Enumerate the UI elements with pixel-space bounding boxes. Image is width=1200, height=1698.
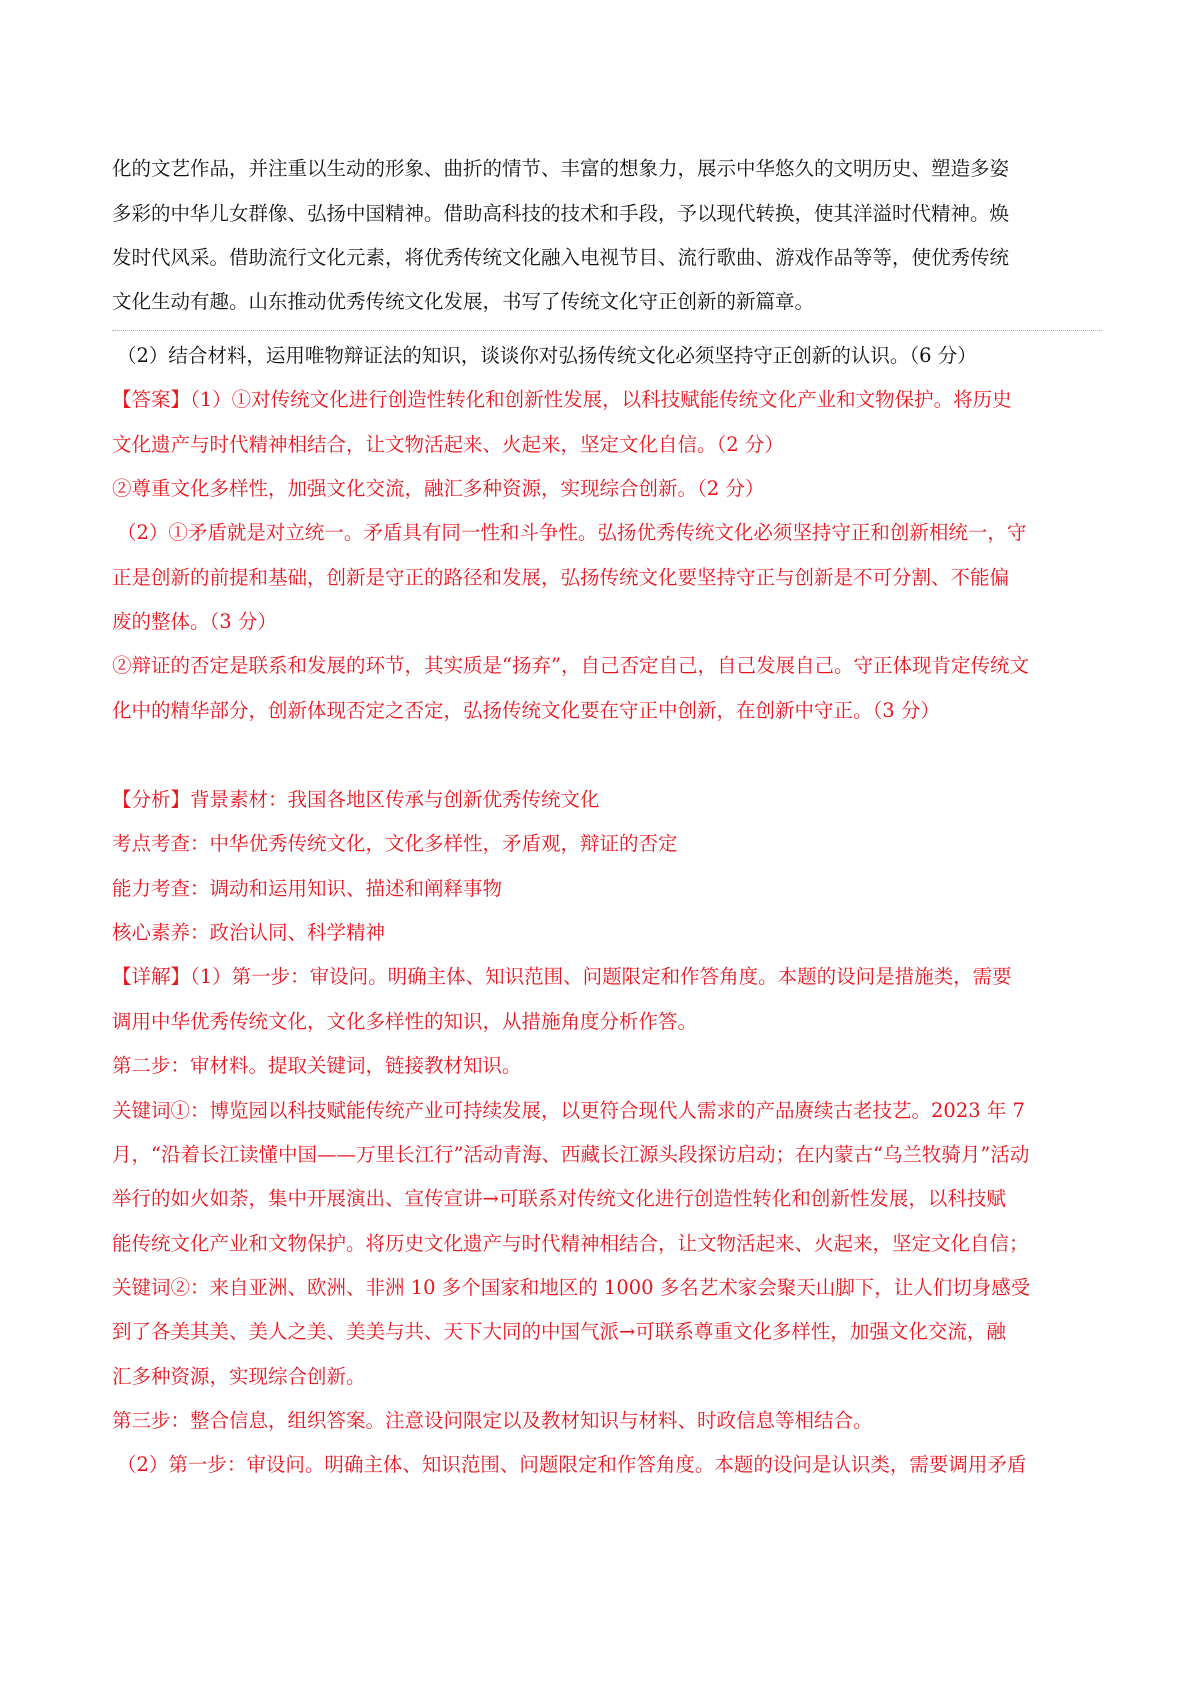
answer-line-7: ②辩证的否定是联系和发展的环节，其实质是“扬弃”，自己否定自己，自己发展自己。守正体现肯定传统文: [112, 654, 1029, 677]
passage-line-1: 化的文艺作品，并注重以生动的形象、曲折的情节、丰富的想象力，展示中华悠久的文明历史、塑造多姿: [112, 157, 1010, 180]
detail-line-2: 调用中华优秀传统文化，文化多样性的知识，从措施角度分析作答。: [112, 1010, 698, 1033]
question-2: （2）结合材料，运用唯物辩证法的知识，谈谈你对弘扬传统文化必须坚持守正创新的认识。（6 分）: [117, 344, 977, 367]
detail-line-8: 关键词②：来自亚洲、欧洲、非洲 10 多个国家和地区的 1000 多名艺术家会聚天山脚下，让人们切身感受: [112, 1276, 1031, 1299]
detail-line-7: 能传统文化产业和文物保护。将历史文化遗产与时代精神相结合，让文物活起来、火起来，坚定文化自信；: [112, 1232, 1029, 1255]
answer-line-5: 正是创新的前提和基础，创新是守正的路径和发展，弘扬传统文化要坚持守正与创新是不可分割、不能偏: [112, 566, 1010, 589]
dotted-divider: [112, 330, 1102, 331]
detail-line-11: 第三步：整合信息，组织答案。注意设问限定以及教材知识与材料、时政信息等相结合。: [112, 1409, 873, 1432]
answer-line-3: ②尊重文化多样性，加强文化交流，融汇多种资源，实现综合创新。（2 分）: [112, 477, 765, 500]
detail-line-5: 月，“沿着长江读懂中国——万里长江行”活动青海、西藏长江源头段探访启动；在内蒙古“乌兰牧骑月”活动: [112, 1143, 1030, 1166]
detail-line-12: （2）第一步：审设问。明确主体、知识范围、问题限定和作答角度。本题的设问是认识类，需要调用矛盾: [117, 1453, 1027, 1476]
detail-line-9: 到了各美其美、美人之美、美美与共、天下大同的中国气派→可联系尊重文化多样性，加强文化交流，融: [112, 1320, 1006, 1343]
passage-line-2: 多彩的中华儿女群像、弘扬中国精神。借助高科技的技术和手段，予以现代转换，使其洋溢时代精神。焕: [112, 202, 1010, 225]
passage-line-3: 发时代风采。借助流行文化元素，将优秀传统文化融入电视节目、流行歌曲、游戏作品等等，使优秀传统: [112, 246, 1010, 269]
detail-line-3: 第二步：审材料。提取关键词，链接教材知识。: [112, 1054, 522, 1077]
analysis-line-1: 【分析】背景素材：我国各地区传承与创新优秀传统文化: [112, 788, 600, 811]
detail-line-4: 关键词①：博览园以科技赋能传统产业可持续发展，以更符合现代人需求的产品赓续古老技艺。2023 年 7: [112, 1099, 1025, 1122]
analysis-line-4: 核心素养：政治认同、科学精神: [112, 921, 386, 944]
passage-line-4: 文化生动有趣。山东推动优秀传统文化发展，书写了传统文化守正创新的新篇章。: [112, 290, 815, 313]
analysis-line-3: 能力考查：调动和运用知识、描述和阐释事物: [112, 877, 503, 900]
answer-line-1: 【答案】（1）①对传统文化进行创造性转化和创新性发展，以科技赋能传统文化产业和文物保护。将历史: [112, 388, 1012, 411]
detail-line-6: 举行的如火如荼，集中开展演出、宣传宣讲→可联系对传统文化进行创造性转化和创新性发展，以科技赋: [112, 1187, 1006, 1210]
detail-line-1: 【详解】（1）第一步：审设问。明确主体、知识范围、问题限定和作答角度。本题的设问是措施类，需要: [112, 965, 1012, 988]
detail-line-10: 汇多种资源，实现综合创新。: [112, 1365, 366, 1388]
answer-line-8: 化中的精华部分，创新体现否定之否定，弘扬传统文化要在守正中创新，在创新中守正。（3 分）: [112, 699, 940, 722]
answer-line-4: （2）①矛盾就是对立统一。矛盾具有同一性和斗争性。弘扬优秀传统文化必须坚持守正和创新相统一，守: [117, 521, 1027, 544]
answer-line-2: 文化遗产与时代精神相结合，让文物活起来、火起来，坚定文化自信。（2 分）: [112, 433, 784, 456]
analysis-line-2: 考点考查：中华优秀传统文化，文化多样性，矛盾观，辩证的否定: [112, 832, 678, 855]
answer-line-6: 废的整体。（3 分）: [112, 610, 277, 633]
